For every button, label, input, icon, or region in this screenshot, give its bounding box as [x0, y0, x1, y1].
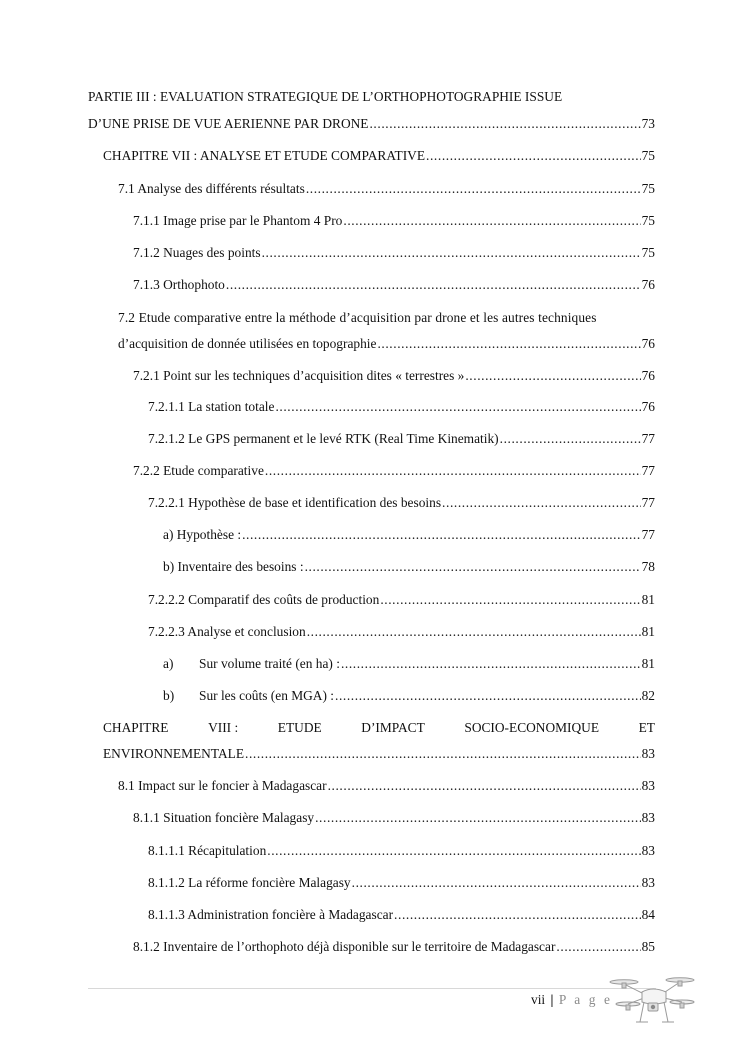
toc-chapitre-7[interactable]: [103, 148, 655, 164]
toc-section-8-1-1-1[interactable]: [148, 843, 655, 859]
toc-leader: [245, 746, 641, 762]
toc-entry-letter: a): [163, 656, 174, 671]
toc-entry-title: b) Inventaire des besoins :: [163, 559, 304, 574]
footer-page-label: P a g e: [558, 992, 613, 1007]
toc-item-volume-traite[interactable]: [163, 656, 655, 672]
toc-section-7-1-1[interactable]: [133, 213, 655, 229]
toc-leader: [380, 592, 640, 608]
toc-entry-title: Sur volume traité (en ha) :: [199, 656, 340, 671]
toc-word: ET: [638, 720, 655, 735]
toc-partie-3[interactable]: [88, 116, 655, 132]
toc-word: CHAPITRE: [103, 720, 169, 735]
toc-entry-letter: b): [163, 688, 175, 703]
toc-leader: [556, 939, 640, 955]
toc-page-number: 73: [641, 116, 655, 131]
toc-entry-title: Sur les coûts (en MGA) :: [199, 688, 335, 703]
toc-leader: [262, 245, 641, 261]
toc-entry-title: 7.2.1 Point sur les techniques d’acquisition dites « terrestres »: [133, 368, 465, 383]
toc-page-number: 75: [641, 148, 655, 163]
toc-word: ETUDE: [277, 720, 322, 735]
toc-section-7-2-2[interactable]: [133, 463, 655, 479]
toc-leader: [465, 368, 640, 384]
toc-section-7-2-line1[interactable]: 7.2 Etude comparative entre la méthode d’acquisition par drone et les autres techniques: [118, 310, 597, 325]
toc-entry-title: 7.1.2 Nuages des points: [133, 245, 261, 260]
toc-page-number: 84: [641, 907, 655, 922]
toc-entry-title: 7.2.1.2 Le GPS permanent et le levé RTK (Real Time Kinematik): [148, 431, 499, 446]
toc-word: D’IMPACT: [361, 720, 425, 735]
toc-section-8-1[interactable]: [118, 778, 655, 794]
toc-page-number: 83: [641, 843, 655, 858]
toc-entry-title: 7.1.3 Orthophoto: [133, 277, 225, 292]
toc-page-number: 77: [641, 495, 655, 510]
toc-leader: [500, 431, 641, 447]
footer-separator: |: [550, 992, 554, 1007]
toc-entry-title: 7.1 Analyse des différents résultats: [118, 181, 305, 196]
toc-section-7-2-2-3[interactable]: [148, 624, 655, 640]
toc-leader: [343, 213, 640, 229]
toc-entry-title: 7.2.2 Etude comparative: [133, 463, 264, 478]
page-footer: [531, 992, 613, 1008]
footer-divider: [88, 988, 656, 989]
toc-word: VIII :: [208, 720, 239, 735]
toc-item-inventaire-besoins[interactable]: [163, 559, 655, 575]
toc-page-number: 76: [641, 336, 655, 351]
toc-leader: [442, 495, 641, 511]
toc-page-number: 85: [641, 939, 655, 954]
toc-leader: [307, 624, 641, 640]
toc-chapitre-8[interactable]: [103, 746, 655, 762]
toc-leader: [306, 181, 641, 197]
toc-section-8-1-1-3[interactable]: [148, 907, 655, 923]
toc-section-7-1[interactable]: [118, 181, 655, 197]
toc-leader: [242, 527, 641, 543]
toc-entry-title: 8.1.1 Situation foncière Malagasy: [133, 810, 315, 825]
toc-leader: [426, 148, 641, 164]
toc-entry-title: d’acquisition de donnée utilisées en topographie: [118, 336, 377, 351]
toc-entry-title: 8.1.1.1 Récapitulation: [148, 843, 267, 858]
toc-entry-title: 7.2.1.1 La station totale: [148, 399, 275, 414]
toc-leader: [267, 843, 640, 859]
toc-entry-title: 7.2.2.2 Comparatif des coûts de production: [148, 592, 380, 607]
toc-entry-title: 8.1.1.3 Administration foncière à Madagascar: [148, 907, 394, 922]
toc-section-7-2-2-1[interactable]: [148, 495, 655, 511]
toc-leader: [341, 656, 641, 672]
toc-entry-title: D’UNE PRISE DE VUE AERIENNE PAR DRONE: [88, 116, 369, 131]
toc-leader: [328, 778, 641, 794]
toc-section-7-2-1-1[interactable]: [148, 399, 655, 415]
toc-page-number: 83: [641, 746, 655, 761]
toc-chapitre-8-line1[interactable]: [103, 720, 655, 736]
toc-leader: [394, 907, 641, 923]
toc-entry-title: 7.2.2.3 Analyse et conclusion: [148, 624, 306, 639]
toc-page-number: 76: [641, 399, 655, 414]
toc-word: SOCIO-ECONOMIQUE: [464, 720, 600, 735]
toc-item-couts[interactable]: [163, 688, 655, 704]
toc-leader: [352, 875, 641, 891]
toc-leader: [275, 399, 640, 415]
toc-section-7-1-3[interactable]: [133, 277, 655, 293]
toc-page-number: 77: [641, 431, 655, 446]
toc-entry-title: 8.1.1.2 La réforme foncière Malagasy: [148, 875, 351, 890]
toc-leader: [315, 810, 641, 826]
toc-leader: [377, 336, 640, 352]
toc-page-number: 75: [641, 213, 655, 228]
toc-item-hypothese[interactable]: [163, 527, 655, 543]
toc-section-7-2-2-2[interactable]: [148, 592, 655, 608]
toc-leader: [226, 277, 641, 293]
toc-leader: [369, 116, 640, 132]
toc-page-number: 83: [641, 810, 655, 825]
toc-entry-title: ENVIRONNEMENTALE: [103, 746, 244, 761]
toc-entry-title: 7.1.1 Image prise par le Phantom 4 Pro: [133, 213, 343, 228]
toc-entry-title: 7.2.2.1 Hypothèse de base et identification des besoins: [148, 495, 442, 510]
toc-section-8-1-1[interactable]: [133, 810, 655, 826]
footer-page-number: vii: [531, 992, 546, 1007]
toc-section-7-2-1-2[interactable]: [148, 431, 655, 447]
toc-page-number: 83: [641, 778, 655, 793]
toc-entry-title: a) Hypothèse :: [163, 527, 242, 542]
toc-page-number: 75: [641, 245, 655, 260]
toc-leader: [305, 559, 641, 575]
toc-page-number: 77: [641, 527, 655, 542]
toc-page-number: 76: [641, 368, 655, 383]
toc-leader: [265, 463, 641, 479]
toc-page-number: 78: [641, 559, 655, 574]
toc-page-number: 76: [641, 277, 655, 292]
toc-partie-3-line1[interactable]: PARTIE III : EVALUATION STRATEGIQUE DE L’ORTHOPHOTOGRAPHIE ISSUE: [88, 89, 563, 104]
toc-section-7-2-1[interactable]: [133, 368, 655, 384]
toc-section-7-2[interactable]: [118, 336, 655, 352]
toc-page-number: 75: [641, 181, 655, 196]
toc-page-number: 83: [641, 875, 655, 890]
drone-icon: [608, 970, 698, 1030]
toc-page-number: 81: [641, 592, 655, 607]
toc-page-number: 77: [641, 463, 655, 478]
toc-section-7-1-2[interactable]: [133, 245, 655, 261]
toc-entry-title: CHAPITRE VII : ANALYSE ET ETUDE COMPARATIVE: [103, 148, 426, 163]
toc-section-8-1-2[interactable]: [133, 939, 655, 955]
toc-page-number: 81: [641, 624, 655, 639]
toc-leader: [335, 688, 641, 704]
toc-entry-title: 8.1.2 Inventaire de l’orthophoto déjà disponible sur le territoire de Madagascar: [133, 939, 556, 954]
toc-page-number: 81: [641, 656, 655, 671]
toc-page-number: 82: [641, 688, 655, 703]
toc-section-8-1-1-2[interactable]: [148, 875, 655, 891]
toc-entry-title: 8.1 Impact sur le foncier à Madagascar: [118, 778, 327, 793]
